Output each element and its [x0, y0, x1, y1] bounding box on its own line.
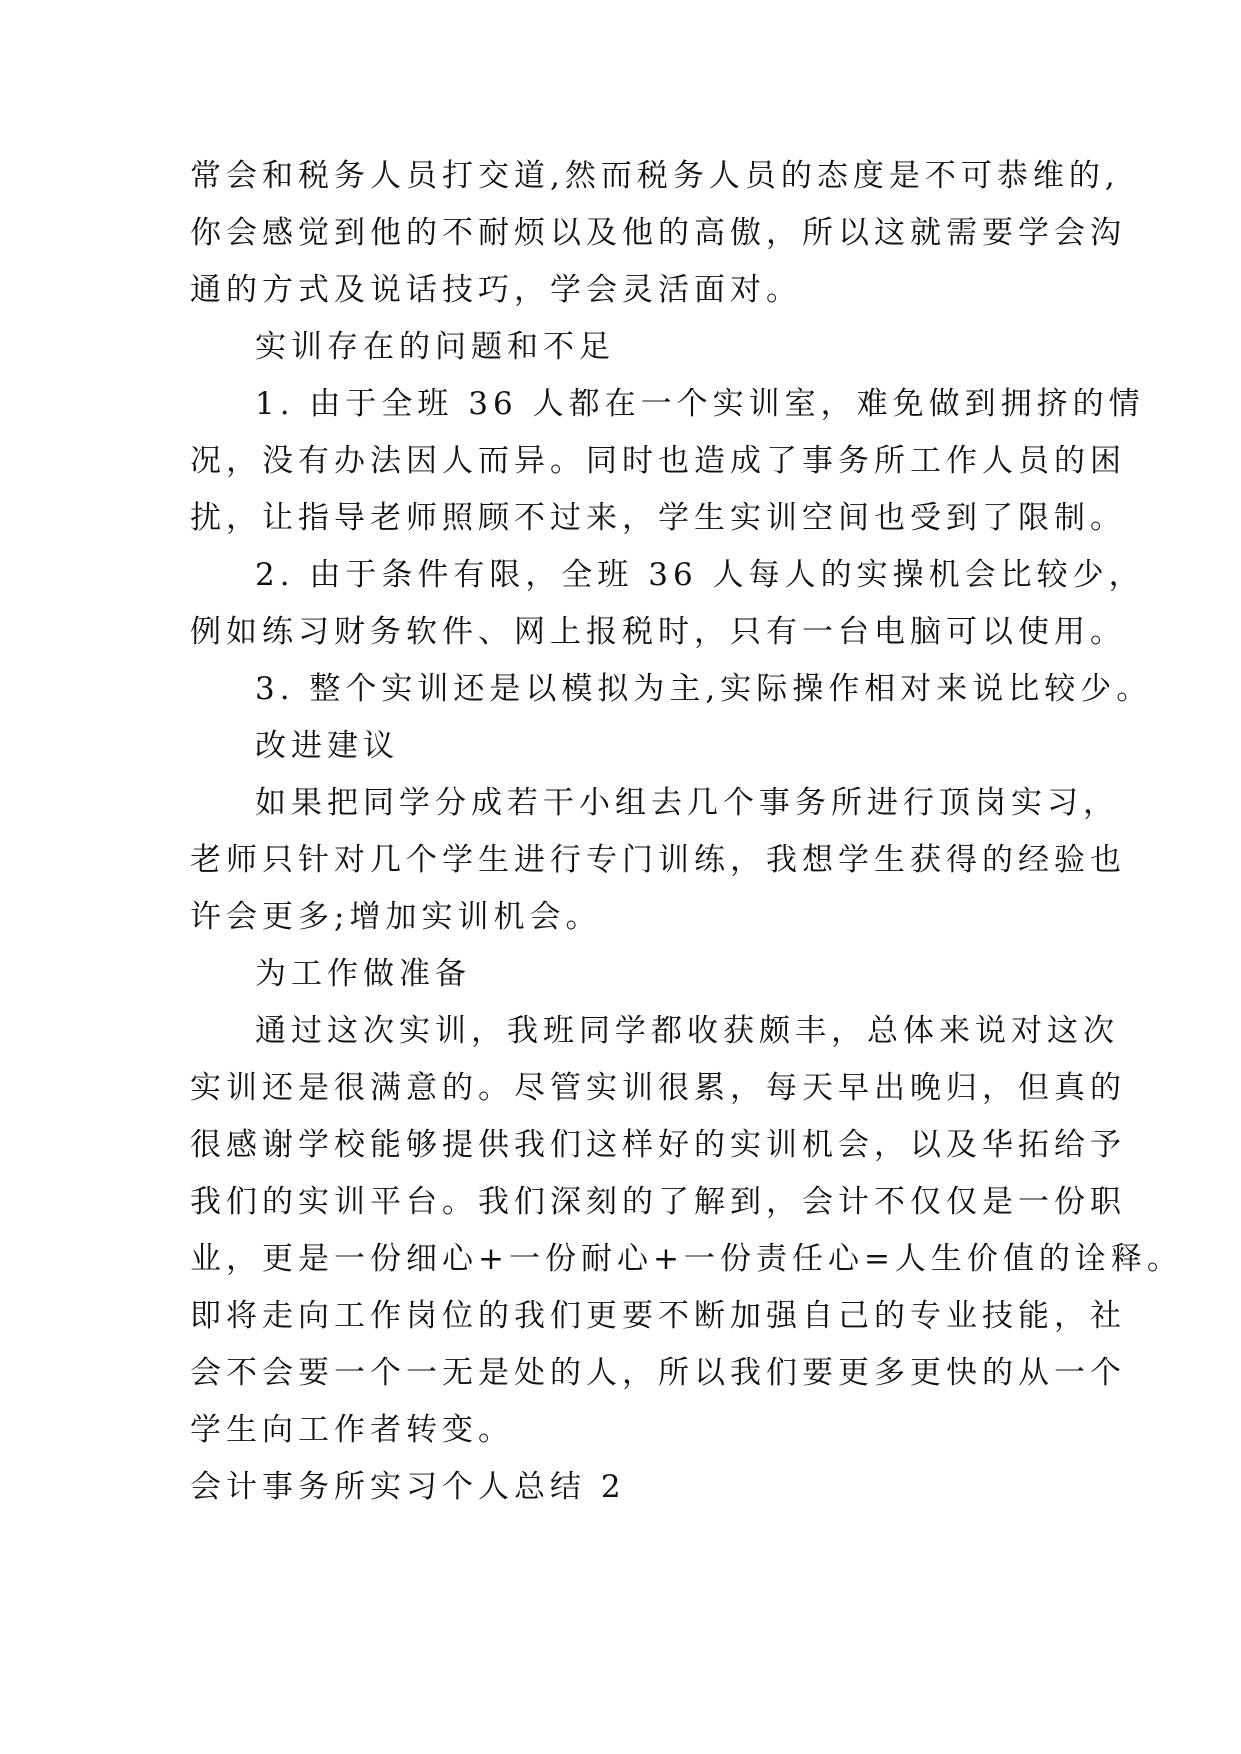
- text-line-13: 老师只针对几个学生进行专门训练，我想学生获得的经验也: [190, 842, 1126, 878]
- text-line-6: 况，没有办法因人而异。同时也造成了事务所工作人员的困: [190, 443, 1126, 479]
- text-line-1: 常会和税务人员打交道,然而税务人员的态度是不可恭维的,: [190, 158, 1120, 194]
- section-heading-preparation: 为工作做准备: [255, 956, 471, 992]
- text-line-10: 3. 整个实训还是以模拟为主,实际操作相对来说比较少。: [255, 671, 1153, 707]
- text-line-22: 会不会要一个一无是处的人，所以我们要更多更快的从一个: [190, 1355, 1126, 1391]
- text-line-2: 你会感觉到他的不耐烦以及他的高傲，所以这就需要学会沟: [190, 215, 1126, 251]
- text-line-18: 很感谢学校能够提供我们这样好的实训机会，以及华拓给予: [190, 1127, 1126, 1163]
- text-line-16: 通过这次实训，我班同学都收获颇丰，总体来说对这次: [255, 1013, 1119, 1049]
- text-line-5: 1. 由于全班 36 人都在一个实训室，难免做到拥挤的情: [255, 386, 1145, 422]
- text-line-14: 许会更多;增加实训机会。: [190, 899, 602, 935]
- text-line-9: 例如练习财务软件、网上报税时，只有一台电脑可以使用。: [190, 614, 1126, 650]
- text-line-12: 如果把同学分成若干小组去几个事务所进行顶岗实习，: [255, 785, 1119, 821]
- section-heading-problems: 实训存在的问题和不足: [255, 329, 615, 365]
- text-line-17: 实训还是很满意的。尽管实训很累，每天早出晚归，但真的: [190, 1070, 1126, 1106]
- text-line-21: 即将走向工作岗位的我们更要不断加强自己的专业技能，社: [190, 1298, 1126, 1334]
- text-line-23: 学生向工作者转变。: [190, 1412, 514, 1448]
- text-line-3: 通的方式及说话技巧，学会灵活面对。: [190, 272, 802, 308]
- text-line-8: 2. 由于条件有限，全班 36 人每人的实操机会比较少，: [255, 557, 1145, 593]
- text-line-7: 扰，让指导老师照顾不过来，学生实训空间也受到了限制。: [190, 500, 1126, 536]
- text-line-20: 业，更是一份细心+一份耐心+一份责任心=人生价值的诠释。: [190, 1241, 1183, 1277]
- document-title-2: 会计事务所实习个人总结 2: [190, 1469, 626, 1505]
- section-heading-suggestions: 改进建议: [255, 728, 399, 764]
- text-line-19: 我们的实训平台。我们深刻的了解到，会计不仅仅是一份职: [190, 1184, 1126, 1220]
